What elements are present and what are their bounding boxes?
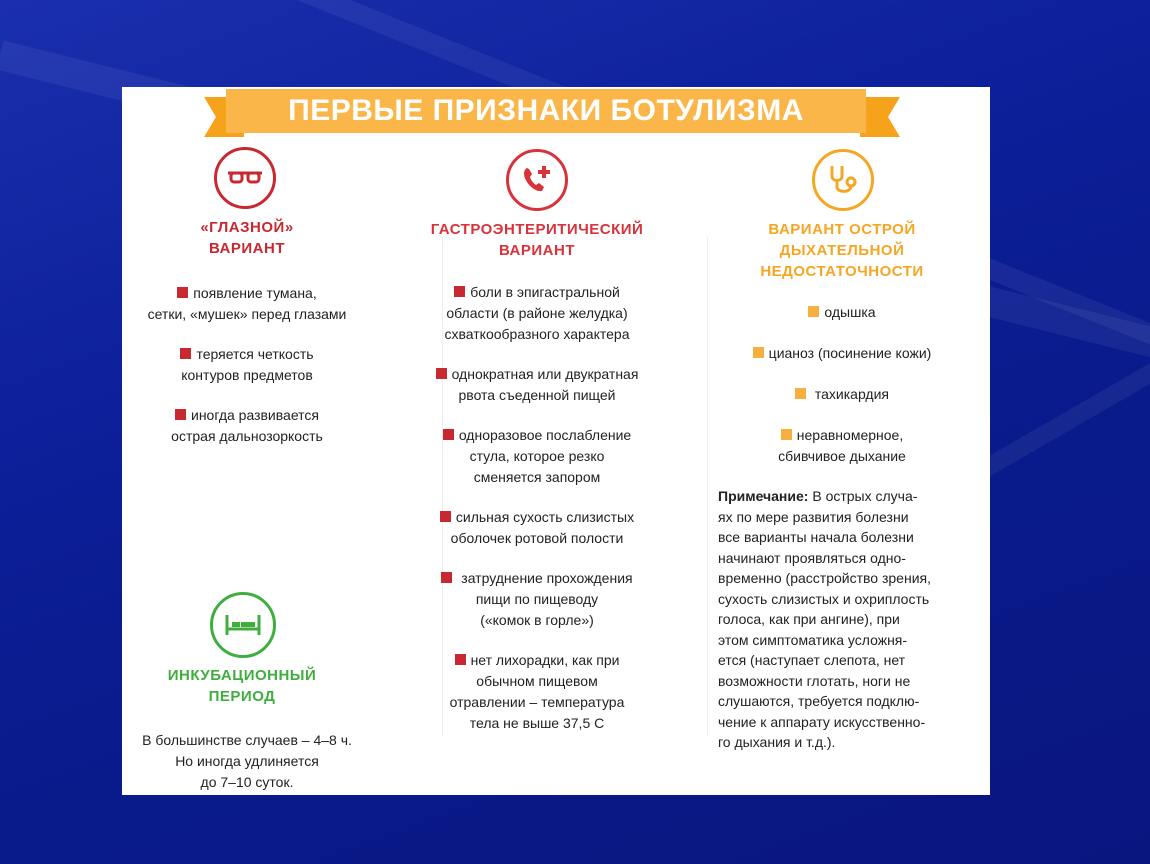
bullet-square bbox=[781, 429, 792, 440]
item-text: отравлении – температура bbox=[449, 694, 625, 710]
list-item bbox=[412, 282, 662, 345]
item-text: сильная сухость слизистых bbox=[455, 509, 635, 525]
item-text: однократная или двукратная bbox=[451, 366, 639, 382]
item-text: иногда развивается bbox=[191, 407, 319, 423]
bullet-square bbox=[454, 286, 465, 297]
incubation-line: Но иногда удлиняется bbox=[175, 753, 319, 769]
stethoscope-icon bbox=[812, 149, 874, 211]
incubation-line: В большинстве случаев – 4–8 ч. bbox=[142, 732, 352, 748]
list-item bbox=[412, 507, 662, 549]
list-item bbox=[722, 384, 962, 405]
list-item bbox=[122, 283, 372, 325]
heading-line: ВАРИАНТ bbox=[208, 240, 286, 257]
item-text: острая дальнозоркость bbox=[171, 428, 323, 444]
note-line: начинают проявляться одно- bbox=[718, 549, 906, 566]
note-line: слушаются, требуется подклю- bbox=[718, 693, 920, 709]
incubation-text bbox=[122, 730, 372, 793]
list-item bbox=[122, 344, 372, 386]
item-text: («комок в горле») bbox=[480, 612, 594, 628]
bullet-square bbox=[175, 409, 186, 420]
note-line: все варианты начала болезни bbox=[718, 529, 914, 545]
note-line: этом симптоматика усложня- bbox=[718, 631, 908, 648]
item-text: стула, которое резко bbox=[469, 448, 605, 464]
list-item bbox=[722, 425, 962, 467]
item-text: нет лихорадки, как при bbox=[470, 652, 620, 668]
bullet-square bbox=[441, 572, 452, 583]
item-text: появление тумана, bbox=[193, 285, 317, 301]
bed-icon bbox=[210, 592, 276, 658]
list-item bbox=[412, 425, 662, 488]
item-text: одноразовое послабление bbox=[458, 427, 632, 443]
item-text: затруднение прохождения bbox=[457, 570, 633, 586]
item-text: сбивчивое дыхание bbox=[778, 448, 906, 464]
incubation-line: до 7–10 суток. bbox=[200, 774, 294, 790]
item-text: цианоз (посинение кожи) bbox=[768, 345, 932, 361]
page-title: ПЕРВЫЕ ПРИЗНАКИ БОТУЛИЗМА bbox=[226, 89, 866, 133]
bullet-square bbox=[443, 429, 454, 440]
bullet-square bbox=[753, 347, 764, 358]
note-line: В острых случа- bbox=[808, 488, 918, 504]
item-text: тахикардия bbox=[810, 386, 889, 402]
item-text: сетки, «мушек» перед глазами bbox=[147, 306, 347, 322]
note-line: чение к аппарату искусственно- bbox=[718, 713, 926, 730]
heading-line: «ГЛАЗНОЙ» bbox=[200, 219, 294, 236]
item-text: теряется четкость bbox=[196, 346, 314, 362]
note-label: Примечание: bbox=[718, 488, 809, 504]
respiratory-variant-heading bbox=[722, 219, 962, 282]
heading-line: ИНКУБАЦИОННЫЙ bbox=[167, 667, 317, 684]
heading-line: ПЕРИОД bbox=[208, 688, 276, 705]
item-text: сменяется запором bbox=[473, 469, 601, 485]
list-item bbox=[722, 302, 962, 323]
note-block bbox=[718, 486, 978, 753]
item-text: рвота съеденной пищей bbox=[458, 387, 616, 403]
item-text: неравномерное, bbox=[796, 427, 904, 443]
item-text: обычном пищевом bbox=[476, 673, 598, 689]
note-line: ях по мере развития болезни bbox=[718, 508, 909, 525]
item-text: области (в районе желудка) bbox=[446, 305, 628, 321]
note-line: голоса, как при ангине), при bbox=[718, 611, 900, 627]
bullet-square bbox=[436, 368, 447, 379]
list-item bbox=[412, 568, 662, 631]
heading-line: ВАРИАНТ bbox=[498, 242, 576, 259]
note-line: сухость слизистых и охриплость bbox=[718, 590, 930, 607]
heading-line: ДЫХАТЕЛЬНОЙ bbox=[779, 242, 905, 259]
item-text: одышка bbox=[824, 304, 876, 320]
incubation-heading bbox=[142, 665, 342, 707]
bullet-square bbox=[795, 388, 806, 399]
bullet-square bbox=[180, 348, 191, 359]
note-line: го дыхания и т.д.). bbox=[718, 734, 836, 750]
bullet-square bbox=[440, 511, 451, 522]
item-text: оболочек ротовой полости bbox=[450, 530, 624, 546]
column-divider bbox=[707, 237, 708, 737]
heading-line: НЕДОСТАТОЧНОСТИ bbox=[760, 263, 924, 280]
list-item bbox=[122, 405, 372, 447]
list-item bbox=[412, 650, 662, 734]
heading-line: ВАРИАНТ ОСТРОЙ bbox=[768, 221, 916, 238]
item-text: боли в эпигастральной bbox=[470, 284, 620, 300]
item-text: тела не выше 37,5 С bbox=[469, 715, 605, 731]
bullet-square bbox=[808, 306, 819, 317]
eye-variant-heading bbox=[162, 217, 332, 259]
gastro-variant-heading bbox=[412, 219, 662, 261]
item-text: контуров предметов bbox=[181, 367, 313, 383]
note-line: временно (расстройство зрения, bbox=[718, 570, 931, 586]
list-item bbox=[412, 364, 662, 406]
infographic-card bbox=[122, 87, 990, 795]
item-text: пищи по пищеводу bbox=[475, 591, 599, 607]
phone-medical-icon bbox=[506, 149, 568, 211]
ribbon-tail-right bbox=[860, 97, 900, 137]
item-text: схваткообразного характера bbox=[444, 326, 630, 342]
list-item bbox=[722, 343, 962, 364]
bullet-square bbox=[455, 654, 466, 665]
heading-line: ГАСТРОЭНТЕРИТИЧЕСКИЙ bbox=[430, 221, 644, 238]
glasses-icon bbox=[214, 147, 276, 209]
note-line: возможности глотать, ноги не bbox=[718, 672, 911, 689]
note-line: ется (наступает слепота, нет bbox=[718, 652, 906, 668]
bullet-square bbox=[177, 287, 188, 298]
